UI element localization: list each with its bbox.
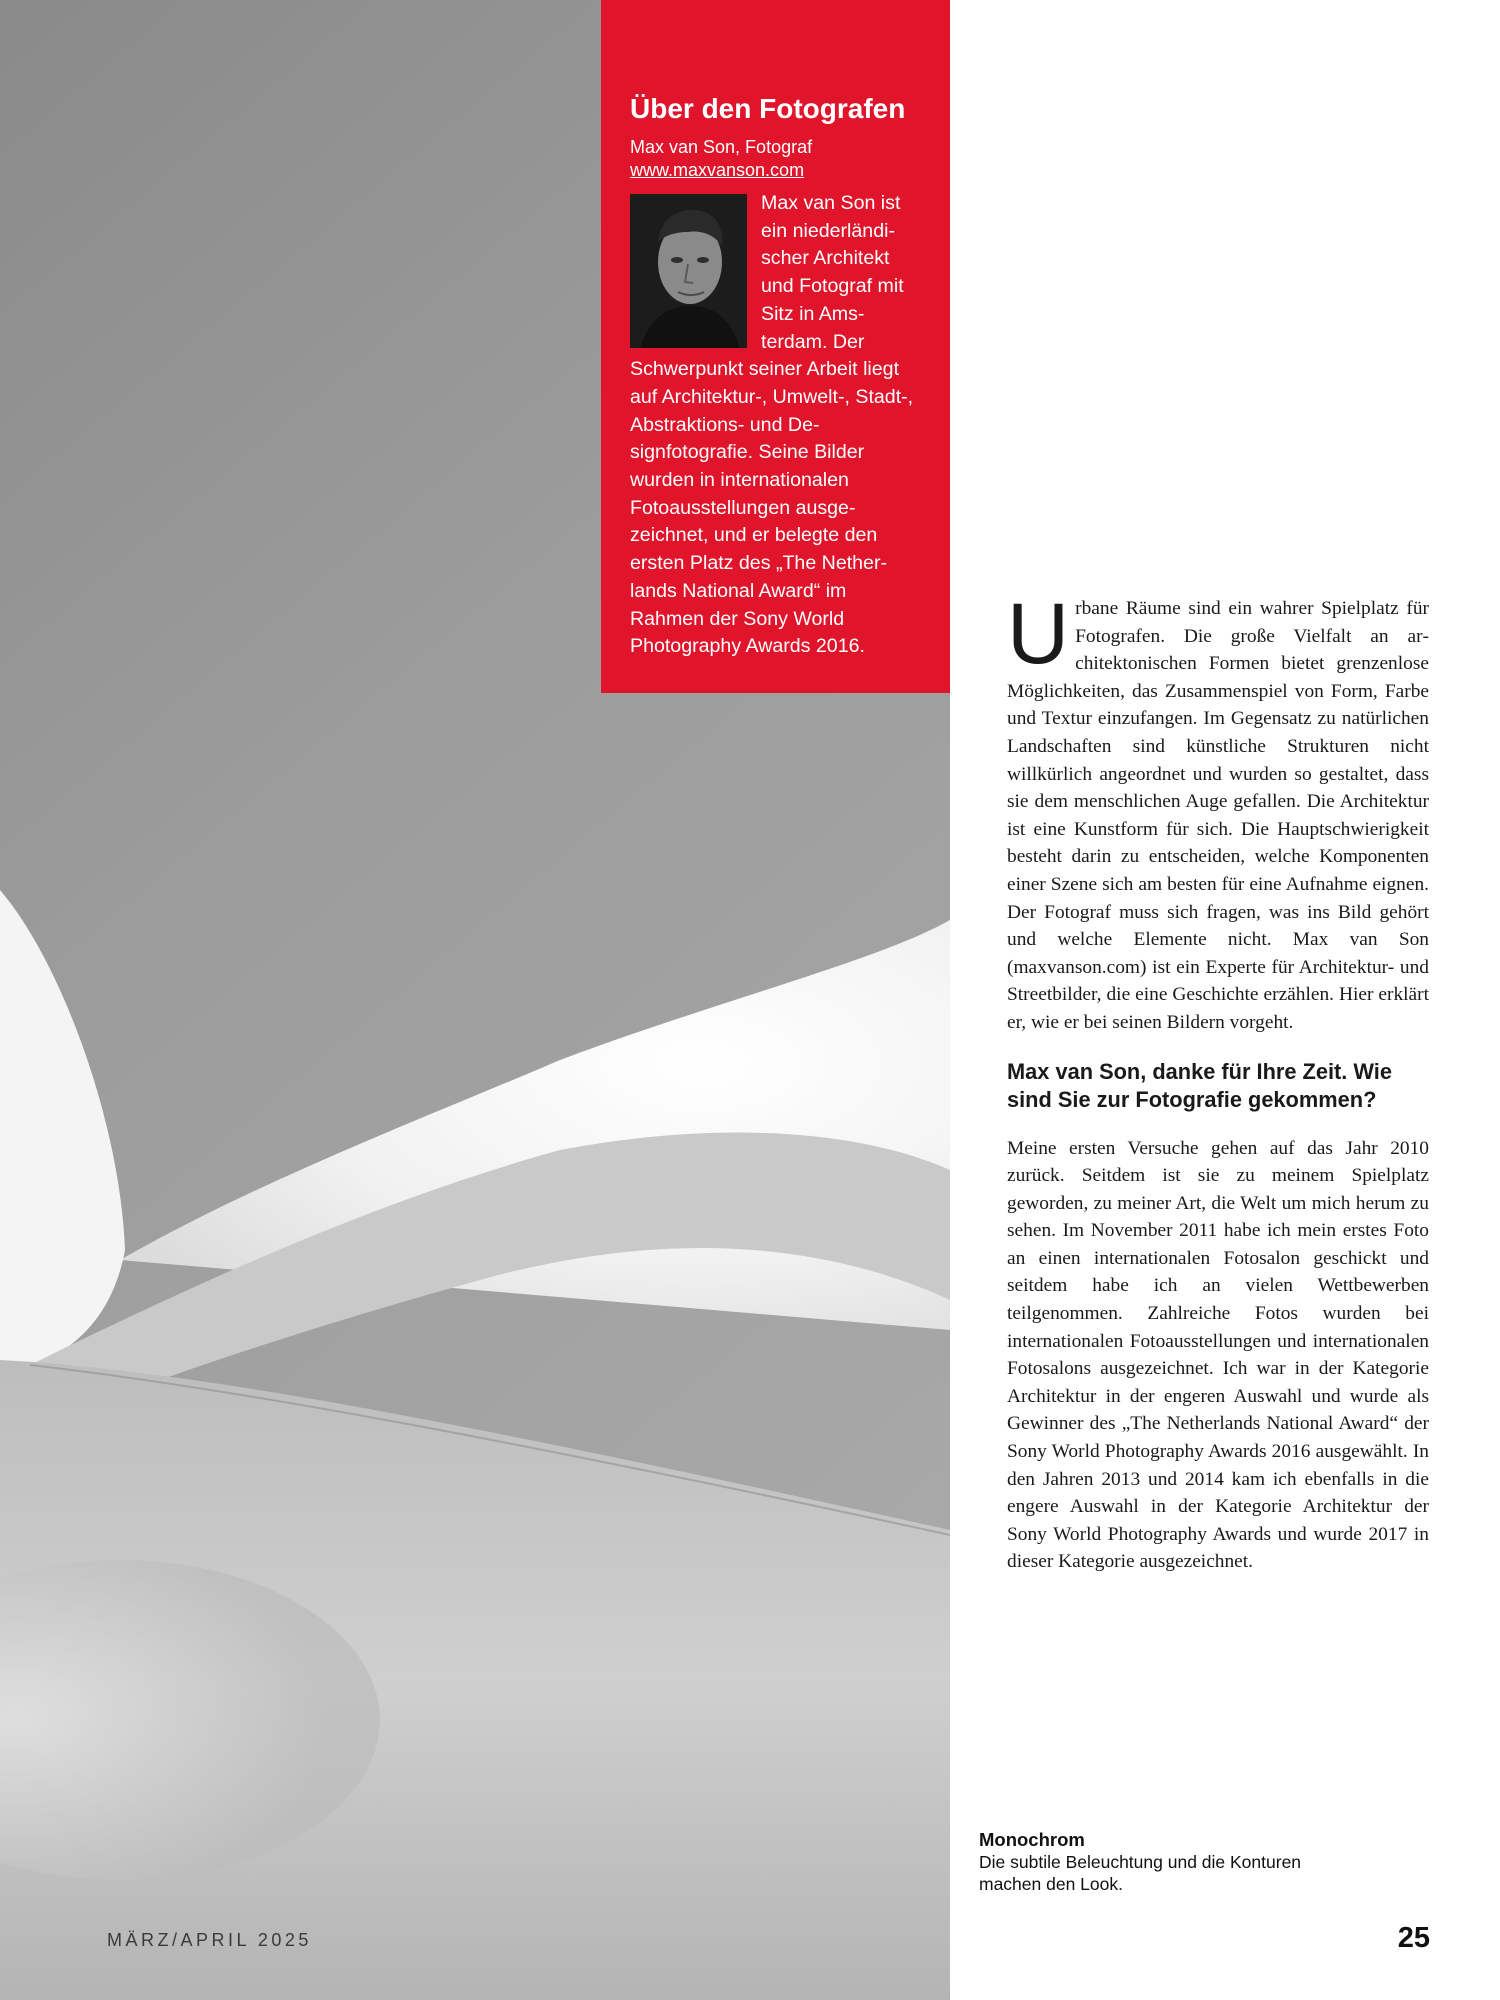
- intro-text: rbane Räume sind ein wahrer Spielplatz für Fotografen. Die große Vielfalt an architektonischen Formen bietet grenzenlose Möglichkeiten, das Zusammenspiel von Form, Farbe und Textur einzufangen. Im Gegensatz zu natürlichen Landschaften sind künstliche Strukturen nicht willkürlich angeordnet und wurden so gestaltet, dass sie dem menschlichen Auge gefallen. Die Architektur ist eine Kunstform für sich. Die Hauptschwierigkeit besteht darin zu entscheiden, welche Komponenten einer Szene sich am besten für eine Aufnahme eignen. Der Fotograf muss sich fragen, was ins Bild gehört und welche Elemente nicht. Max van Son (maxvanson.com) ist ein Experte für Architektur- und Streetbilder, die eine Geschichte erzählen. Hier erklärt er, wie er bei seinen Bildern vorgeht.: [1007, 598, 1429, 1033]
- bio-body: [630, 190, 922, 661]
- about-photographer-box: [601, 0, 950, 693]
- article-body: [1007, 586, 1429, 1576]
- interview-question: Max van Son, danke für Ihre Zeit. Wie sind Sie zur Fotografie gekommen?: [1007, 1058, 1392, 1112]
- photographer-website-link[interactable]: www.maxvanson.com: [630, 160, 805, 180]
- answer-paragraph: Meine ersten Versuche gehen auf das Jahr 2010 zurück. Seitdem ist sie zu meinem Spielplatz geworden, zu meiner Art, die Welt um mich herum zu sehen. Im November 2011 habe ich mein erstes Foto an einen internationalen Fotosalon geschickt und seitdem habe ich an vielen Wettbewerben teilgenommen. Zahlreiche Fotos wurden bei internationalen Fotoausstellungen und internationalen Fotosalons ausgezeichnet. Ich war in der Kategorie Architektur in der engeren Auswahl und wurde als Gewinner des „The Netherlands National Award“ der Sony World Photography Awards 2016 ausgewählt. In den Jahren 2013 und 2014 kam ich ebenfalls in die engere Auswahl in der Kategorie Architektur der Sony World Photography Awards und wurde 2017 in dieser Kategorie ausgezeichnet.: [1007, 1137, 1429, 1573]
- intro-paragraph: [1007, 586, 1429, 1037]
- photo-caption: [979, 1829, 1309, 1895]
- bio-title: Über den Fotografen: [630, 93, 906, 124]
- bio-subtitle: Max van Son, Fotograf: [630, 137, 813, 157]
- caption-text: Die subtile Beleuchtung und die Konturen machen den Look.: [979, 1852, 1302, 1894]
- issue-date: MÄRZ/APRIL 2025: [107, 1930, 312, 1950]
- photographer-portrait: [630, 194, 747, 348]
- caption-title: Monochrom: [979, 1829, 1085, 1850]
- bio-text: Max van Son ist ein niederländischer Architekt und Fotograf mit Sitz in Amsterdam. Der Schwerpunkt seiner Arbeit liegt auf Architektur-, Umwelt-, Stadt-, Abstraktions- und Designfotografie. Seine Bilder wurden in internationalen Fotoausstellungen ausgezeichnet, und er belegte den ersten Platz des „The Netherlands National Award“ im Rahmen der Sony World Photography Awards 2016.: [630, 192, 914, 658]
- page-number: 25: [1397, 1922, 1430, 1954]
- drop-cap: U: [1007, 586, 1070, 682]
